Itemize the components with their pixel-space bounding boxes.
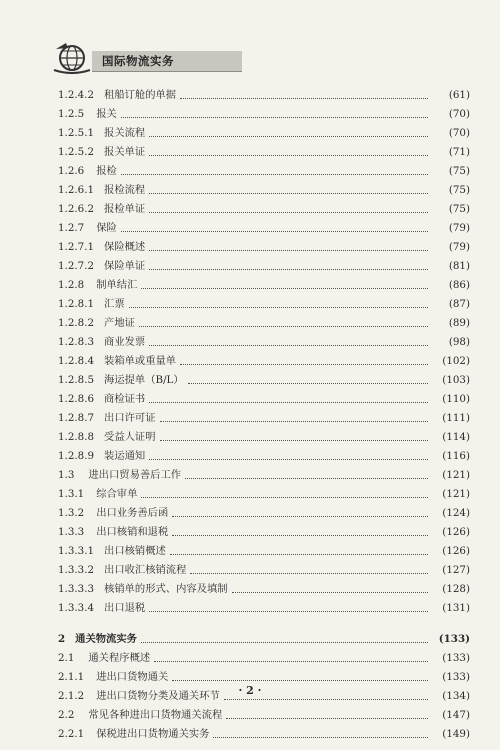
toc-entry — [58, 485, 470, 504]
toc-entry-page: (61) — [448, 89, 470, 101]
toc-entry — [58, 333, 470, 352]
toc-entry — [58, 295, 470, 314]
dot-leader — [121, 174, 428, 175]
toc-entry-number: 1.3.3.1 — [58, 545, 95, 557]
toc-entry-title: 商检证书 — [104, 393, 146, 405]
table-of-contents — [58, 86, 470, 744]
toc-entry-page: (79) — [448, 222, 470, 234]
toc-entry — [58, 725, 470, 744]
toc-entry-number: 1.2.8.9 — [58, 450, 95, 462]
toc-entry-number: 1.2.8.4 — [58, 355, 95, 367]
toc-entry-title: 报关流程 — [104, 127, 146, 139]
toc-entry-number: 2.1.1 — [58, 671, 85, 683]
toc-entry-number: 1.2.8.1 — [58, 298, 95, 310]
toc-entry-page: (98) — [448, 336, 470, 348]
toc-entry-title: 常见各种进出口货物通关流程 — [88, 709, 223, 721]
toc-entry — [58, 599, 470, 618]
toc-entry-number: 1.2.5.1 — [58, 127, 95, 139]
dot-leader — [170, 554, 428, 555]
toc-entry-page: (114) — [442, 431, 470, 443]
toc-entry-page: (149) — [442, 728, 470, 740]
toc-entry-number: 1.2.8.5 — [58, 374, 95, 386]
dot-leader — [180, 98, 428, 99]
toc-entry-page: (71) — [448, 146, 470, 158]
toc-entry-title: 报检单证 — [104, 203, 146, 215]
toc-entry-title: 海运提单（B/L） — [104, 374, 184, 386]
toc-entry — [58, 181, 470, 200]
toc-entry-page: (121) — [442, 488, 470, 500]
toc-entry-page: (126) — [442, 526, 470, 538]
toc-entry-page: (75) — [448, 165, 470, 177]
toc-entry-title: 保险概述 — [104, 241, 146, 253]
toc-entry-page: (103) — [442, 374, 470, 386]
toc-entry-title: 装运通知 — [104, 450, 146, 462]
toc-entry-number: 1.2.7 — [58, 222, 85, 234]
toc-entry-page: (133) — [442, 671, 470, 683]
toc-entry-title: 商业发票 — [104, 336, 146, 348]
toc-entry-number: 1.2.8.6 — [58, 393, 95, 405]
dot-leader — [232, 592, 428, 593]
toc-entry-page: (116) — [442, 450, 470, 462]
dot-leader — [149, 250, 428, 251]
toc-entry-page: (70) — [448, 108, 470, 120]
toc-entry-number: 1.2.8.2 — [58, 317, 95, 329]
page-number: · 2 · — [238, 684, 262, 697]
toc-entry — [58, 706, 470, 725]
toc-entry — [58, 219, 470, 238]
toc-entry-title: 报检 — [96, 165, 117, 177]
header-title-band — [92, 51, 242, 72]
toc-entry — [58, 314, 470, 333]
toc-entry-title: 受益人证明 — [104, 431, 156, 443]
toc-entry-number: 1.3.3.2 — [58, 564, 95, 576]
toc-entry-title: 出口许可证 — [104, 412, 156, 424]
toc-entry-number: 1.2.8 — [58, 279, 85, 291]
toc-entry-title: 报关 — [96, 108, 117, 120]
toc-entry-title: 汇票 — [104, 298, 125, 310]
dot-leader — [213, 737, 428, 738]
toc-entry-number: 1.2.5.2 — [58, 146, 95, 158]
toc-entry-title: 核销单的形式、内容及填制 — [104, 583, 228, 595]
toc-entry-page: (133) — [442, 652, 470, 664]
toc-entry — [58, 630, 470, 649]
toc-entry — [58, 105, 470, 124]
toc-entry-title: 报检流程 — [104, 184, 146, 196]
toc-entry — [58, 561, 470, 580]
toc-entry-number: 2 — [58, 633, 66, 645]
toc-entry-page: (86) — [448, 279, 470, 291]
book-title: 国际物流实务 — [102, 54, 174, 68]
toc-entry — [58, 504, 470, 523]
toc-entry-title: 保税进出口货物通关实务 — [96, 728, 210, 740]
toc-entry — [58, 352, 470, 371]
dot-leader — [180, 364, 428, 365]
dot-leader — [141, 288, 428, 289]
toc-entry-number: 1.2.7.1 — [58, 241, 95, 253]
dot-leader — [141, 642, 428, 643]
toc-entry-number: 2.1 — [58, 652, 75, 664]
toc-entry-number: 1.3 — [58, 469, 75, 481]
dot-leader — [172, 516, 428, 517]
dot-leader — [160, 440, 428, 441]
toc-entry-title: 进出口贸易善后工作 — [88, 469, 182, 481]
toc-entry-title: 出口业务善后函 — [96, 507, 169, 519]
toc-entry-title: 保险 — [96, 222, 117, 234]
dot-leader — [149, 345, 428, 346]
toc-entry — [58, 200, 470, 219]
toc-entry-number: 1.3.1 — [58, 488, 85, 500]
toc-entry-page: (111) — [442, 412, 470, 424]
toc-entry — [58, 428, 470, 447]
toc-entry — [58, 649, 470, 668]
toc-entry-page: (124) — [442, 507, 470, 519]
dot-leader — [149, 155, 428, 156]
toc-entry-title: 报关单证 — [104, 146, 146, 158]
toc-entry-number: 1.3.2 — [58, 507, 85, 519]
toc-entry-number: 2.2 — [58, 709, 75, 721]
toc-entry-title: 通关物流实务 — [75, 633, 137, 645]
toc-entry-title: 出口退税 — [104, 602, 146, 614]
toc-entry-title: 保险单证 — [104, 260, 146, 272]
toc-entry — [58, 580, 470, 599]
toc-entry-page: (134) — [442, 690, 470, 702]
toc-entry-number: 1.2.4.2 — [58, 89, 95, 101]
toc-entry — [58, 162, 470, 181]
toc-entry — [58, 124, 470, 143]
toc-entry-page: (147) — [442, 709, 470, 721]
toc-entry — [58, 523, 470, 542]
toc-entry-number: 1.2.5 — [58, 108, 85, 120]
toc-entry-title: 通关程序概述 — [88, 652, 151, 664]
toc-entry-title: 进出口货物通关 — [96, 671, 169, 683]
page-header — [52, 40, 472, 76]
toc-entry-number: 1.2.6.1 — [58, 184, 95, 196]
dot-leader — [226, 718, 428, 719]
dot-leader — [121, 231, 428, 232]
toc-entry-number: 1.3.3 — [58, 526, 85, 538]
toc-entry-number: 1.2.6.2 — [58, 203, 95, 215]
dot-leader — [129, 307, 428, 308]
toc-entry — [58, 542, 470, 561]
dot-leader — [149, 212, 428, 213]
toc-entry-page: (70) — [448, 127, 470, 139]
toc-entry — [58, 447, 470, 466]
dot-leader — [172, 535, 428, 536]
toc-entry-title: 租船订舱的单据 — [104, 89, 177, 101]
toc-entry-number: 1.3.3.3 — [58, 583, 95, 595]
toc-entry-number: 2.1.2 — [58, 690, 85, 702]
toc-entry-number: 1.2.8.3 — [58, 336, 95, 348]
toc-entry — [58, 466, 470, 485]
dot-leader — [154, 661, 428, 662]
dot-leader — [188, 383, 428, 384]
dot-leader — [121, 117, 428, 118]
dot-leader — [149, 402, 428, 403]
dot-leader — [141, 497, 428, 498]
globe-ship-logo-icon — [52, 40, 92, 76]
toc-entry-page: (102) — [442, 355, 470, 367]
toc-entry-number: 1.2.6 — [58, 165, 85, 177]
toc-entry-page: (87) — [448, 298, 470, 310]
toc-entry-title: 综合审单 — [96, 488, 138, 500]
toc-entry-title: 产地证 — [104, 317, 135, 329]
toc-entry-title: 出口核销和退税 — [96, 526, 169, 538]
toc-entry-page: (127) — [442, 564, 470, 576]
dot-leader — [172, 680, 428, 681]
dot-leader — [190, 573, 428, 574]
toc-entry-number: 1.3.3.4 — [58, 602, 95, 614]
toc-entry-page: (133) — [438, 633, 470, 645]
toc-entry-page: (128) — [442, 583, 470, 595]
toc-entry-number: 1.2.7.2 — [58, 260, 95, 272]
toc-entry-page: (89) — [448, 317, 470, 329]
toc-entry-title: 制单结汇 — [96, 279, 138, 291]
toc-entry — [58, 238, 470, 257]
toc-entry — [58, 257, 470, 276]
toc-entry — [58, 371, 470, 390]
toc-entry-page: (79) — [448, 241, 470, 253]
toc-entry-page: (75) — [448, 184, 470, 196]
dot-leader — [149, 459, 428, 460]
dot-leader — [185, 478, 428, 479]
toc-entry-page: (110) — [442, 393, 470, 405]
toc-entry-page: (75) — [448, 203, 470, 215]
dot-leader — [224, 699, 428, 700]
toc-entry — [58, 276, 470, 295]
toc-entry-title: 装箱单或重量单 — [104, 355, 177, 367]
toc-entry — [58, 409, 470, 428]
toc-entry-title: 出口核销概述 — [104, 545, 166, 557]
dot-leader — [149, 611, 428, 612]
toc-entry — [58, 86, 470, 105]
dot-leader — [149, 193, 428, 194]
toc-entry-title: 出口收汇核销流程 — [104, 564, 187, 576]
toc-entry-page: (126) — [442, 545, 470, 557]
dot-leader — [160, 421, 428, 422]
dot-leader — [139, 326, 428, 327]
toc-entry-number: 1.2.8.8 — [58, 431, 95, 443]
toc-entry-title: 进出口货物分类及通关环节 — [96, 690, 220, 702]
toc-entry — [58, 143, 470, 162]
dot-leader — [149, 269, 428, 270]
toc-entry — [58, 390, 470, 409]
dot-leader — [149, 136, 428, 137]
toc-entry-page: (131) — [442, 602, 470, 614]
toc-entry-page: (121) — [442, 469, 470, 481]
toc-entry-number: 1.2.8.7 — [58, 412, 95, 424]
toc-entry-number: 2.2.1 — [58, 728, 85, 740]
toc-entry-page: (81) — [448, 260, 470, 272]
